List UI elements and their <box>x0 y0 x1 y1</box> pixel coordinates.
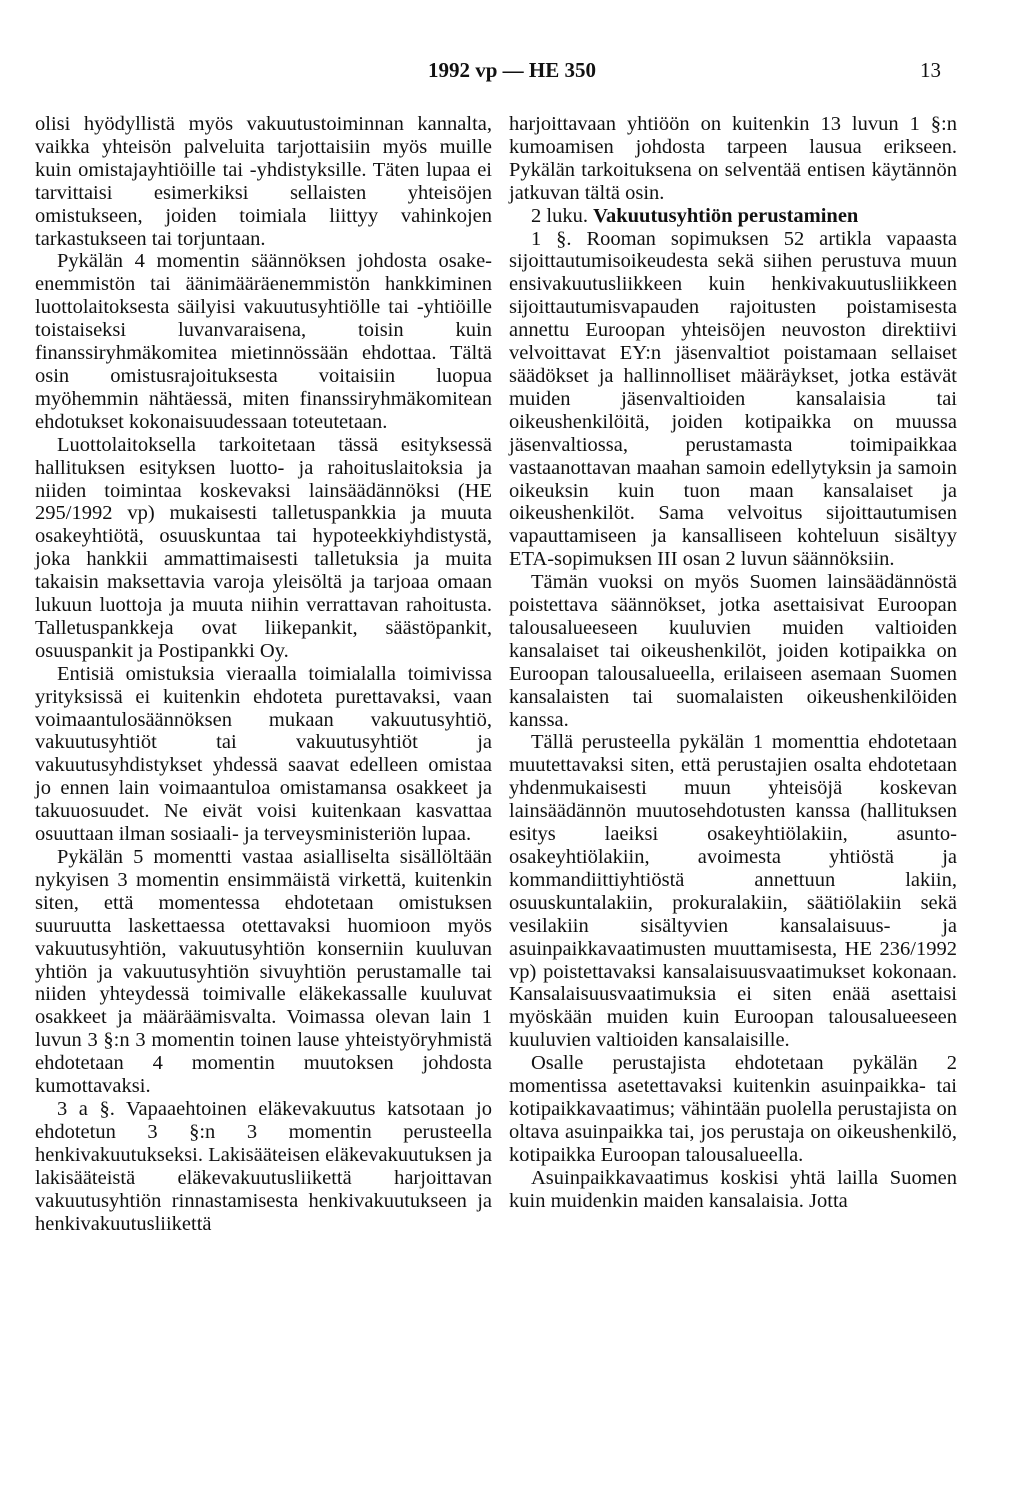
paragraph: Osalle perustajista ehdotetaan pykälän 2 momentissa asetettavaksi kuitenkin asuinpaikka- tai kotipaikkavaatimus; vähintään puolella perustajista on oltava asuinpaikka tai, jos perustaja on oikeushenkilö, kotipaikka Euroopan talousalueella. <box>509 1052 957 1166</box>
paragraph: Pykälän 5 momentti vastaa asialliselta sisällöltään nykyisen 3 momentin ensimmäistä virkettä, kuitenkin siten, että momentessa ehdotetaan omistuksen suuruutta laskettaessa otettavaksi huomioon myös vakuutusyhtiön, vakuutusyhtiön konserniin kuuluvan yhtiön ja vakuutusyhtiön sivuyhtiön perustamalle tai niiden yhteydessä toimivalle eläkekassalle kuuluvat osakkeet ja määräämisvalta. Voimassa olevan lain 1 luvun 3 §:n 3 momentin toinen lause yhteistyöryhmistä ehdotetaan 4 momentin muutoksen johdosta kumottavaksi. <box>35 846 492 1098</box>
paragraph: 1 §. Rooman sopimuksen 52 artikla vapaasta sijoittautumisoikeudesta sekä siihen perustuva muun ensivakuutusliikkeen kuin henkivakuutusliikkeen sijoittautumisvapauden rajoitusten poistamisesta annettu Euroopan yhteisöjen neuvoston direktiivi velvoittavat EY:n jäsenvaltiot poistamaan sellaiset säädökset ja hallinnolliset määräykset, jotka estävät muiden jäsenvaltioiden kansalaisia tai oikeushenkilöitä, joiden kotipaikka on muussa jäsenvaltiossa, perustamasta toimipaikkaa vastaanottavan maahan samoin edellytyksin ja samoin oikeuksin kuin tuon maan kansalaiset ja oikeushenkilöt. Sama velvoitus sijoittautumisen vapauttamiseen ja kansalliseen kohteluun sisältyy ETA-sopimuksen III osan 2 luvun säännöksiin. <box>509 227 957 571</box>
paragraph: Entisiä omistuksia vieraalla toimialalla toimivissa yrityksissä ei kuitenkin ehdoteta purettavaksi, vaan voimaantulosäännöksen mukaan vakuutusyhtiö, vakuutusyhtiöt tai vakuutusyhtiöt ja vakuutusyhdistykset yhdessä saavat edelleen omistaa jo ennen lain voimaantuloa omistamansa osakkeet ja takuuosuudet. Ne eivät voisi kuitenkaan kasvattaa osuuttaan ilman sosiaali- ja terveysministeriön lupaa. <box>35 662 492 846</box>
left-column <box>35 113 492 1235</box>
right-column <box>509 113 957 1213</box>
chapter-heading <box>509 205 957 228</box>
page-title: 1992 vp — HE 350 <box>427 58 597 82</box>
paragraph: 3 a §. Vapaaehtoinen eläkevakuutus katsotaan jo ehdotetun 3 §:n 3 momentin perusteella henkivakuutukseksi. Lakisääteisen eläkevakuutuksen ja lakisääteistä eläkevakuutusliikettä harjoittavan vakuutusyhtiön rinnastamisesta henkivakuutukseen ja henkivakuutusliikettä <box>35 1097 492 1235</box>
paragraph: Asuinpaikkavaatimus koskisi yhtä lailla Suomen kuin muidenkin maiden kansalaisia. Jotta <box>509 1166 957 1212</box>
paragraph: Luottolaitoksella tarkoitetaan tässä esityksessä hallituksen esityksen luotto- ja rahoituslaitoksia ja niiden toimintaa koskevaksi lainsäädännöksi (HE 295/1992 vp) mukaisesti talletuspankkia ja muuta osakeyhtiötä, osuuskuntaa tai hypoteekkiyhdistystä, joka hankkii ammattimaisesti talletuksia ja muita takaisin maksettavia varoja yleisöltä ja tarjoaa omaan lukuun luottoja ja muuta niihin verrattavan rahoitusta. Talletuspankkeja ovat liikepankit, säästöpankit, osuuspankit ja Postipankki Oy. <box>35 433 492 662</box>
paragraph: olisi hyödyllistä myös vakuutustoiminnan kannalta, vaikka yhteisön palveluita tarjottaisiin myös muille kuin omistajayhtiöille tai -yhdistyksille. Täten lupaa ei tarvittaisi esimerkiksi sellaisten yhteisöjen omistukseen, joiden toimiala liittyy vahinkojen tarkastukseen tai torjuntaan. <box>35 113 492 250</box>
page-number: 13 <box>920 58 941 82</box>
chapter-title: Vakuutusyhtiön perustaminen <box>593 204 859 227</box>
paragraph: Pykälän 4 momentin säännöksen johdosta osake-enemmistön tai äänimääräenemmistön hankkiminen luottolaitoksesta säilyisi vakuutusyhtiölle tai -yhtiöille toistaiseksi luvanvaraisena, toisin kuin finanssiryhmäkomitea mietinnössään ehdottaa. Tältä osin omistusrajoituksesta voitaisiin luopua myöhemmin nähtäessä, miten finanssiryhmäkomitean ehdotukset kokonaisuudessaan toteutetaan. <box>35 250 492 433</box>
paragraph: Tällä perusteella pykälän 1 momenttia ehdotetaan muutettavaksi siten, että perustajien osalta ehdotetaan yhdenmukaisesti muun yhteisöjä koskevan lainsäädännön muutosehdotusten kanssa (hallituksen esitys laeiksi osakeyhtiölakiin, asunto-osakeyhtiölakiin, avoimesta yhtiöstä ja kommandiittiyhtiöstä annettuun lakiin, osuuskuntalakiin, prokuralakiin, säätiölakiin sekä vesilakiin sisältyvien kansalaisuus- ja asuinpaikkavaatimusten muuttamisesta, HE 236/1992 vp) poistettavaksi kansalaisuusvaatimukset kokonaan. Kansalaisuusvaatimuksia ei siten enää asettaisi myöskään muiden kuin Euroopan talousalueeseen kuuluvien valtioiden kansalaisille. <box>509 731 957 1052</box>
page-header <box>0 58 1024 88</box>
paragraph: Tämän vuoksi on myös Suomen lainsäädännöstä poistettava säännökset, jotka asettaisivat Euroopan talousalueeseen kuuluvien muiden valtioiden kansalaiset tai oikeushenkilöt, joiden kotipaikka on Euroopan talousalueella, erilaiseen asemaan Suomen kansalaisten tai suomalaisten oikeushenkilöiden kanssa. <box>509 571 957 731</box>
chapter-number: 2 luku. <box>531 204 588 227</box>
paragraph: harjoittavaan yhtiöön on kuitenkin 13 luvun 1 §:n kumoamisen johdosta tarpeen lausua erikseen. Pykälän tarkoituksena on selventää entisen käytännön jatkuvan tältä osin. <box>509 113 957 204</box>
